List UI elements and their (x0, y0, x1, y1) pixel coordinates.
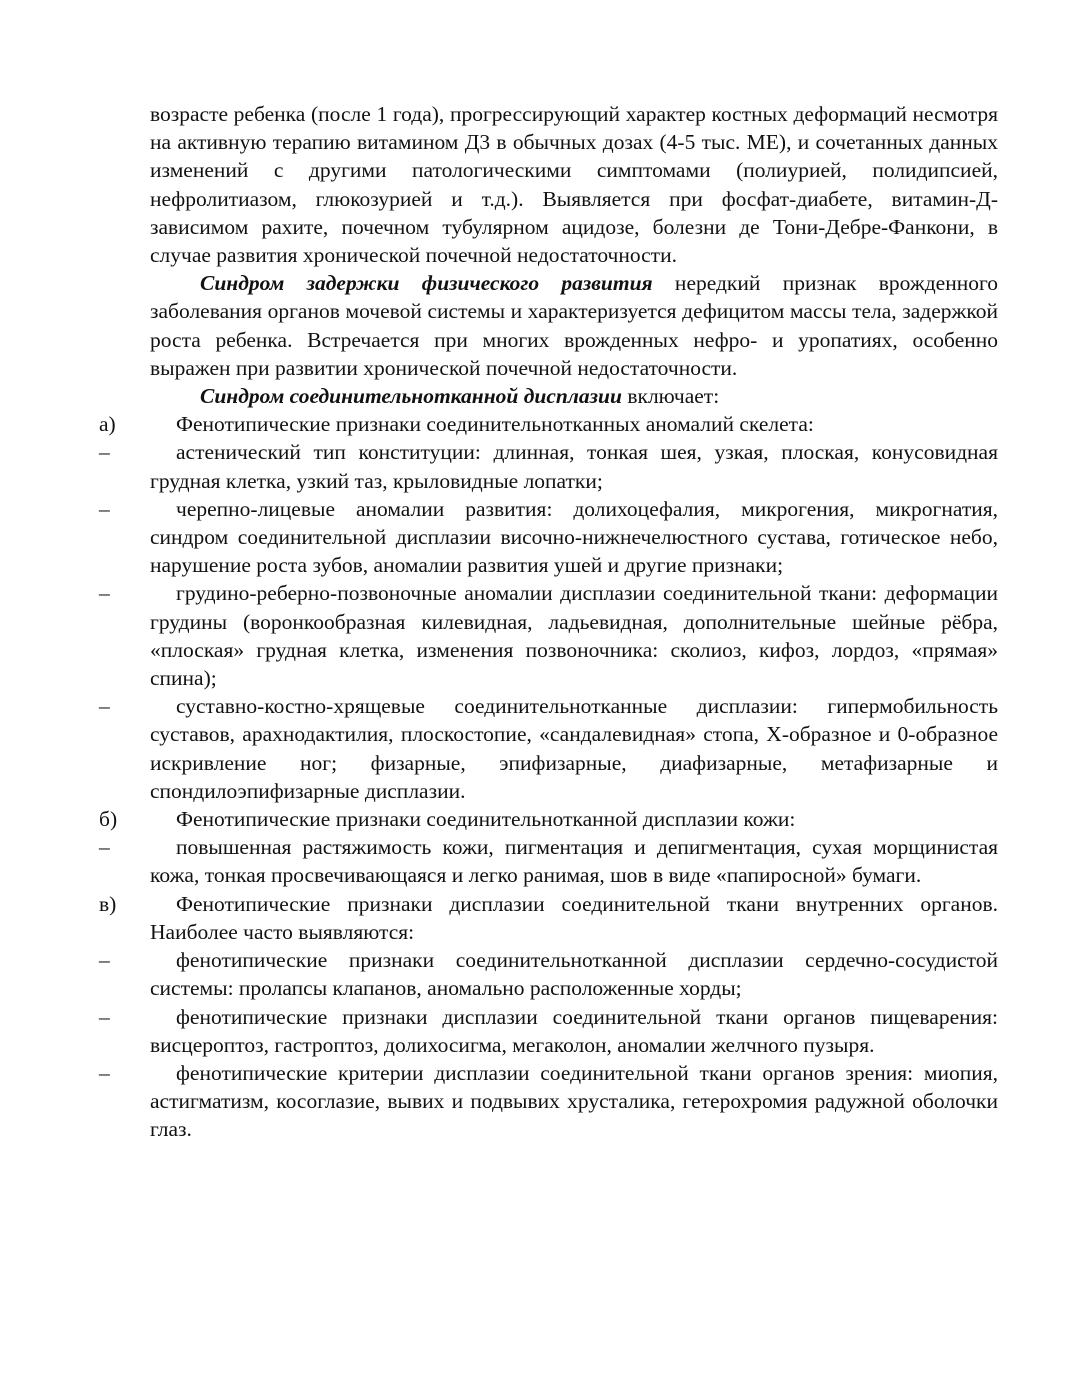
list-item-text: повышенная растяжимость кожи, пигментация и депигментация, сухая морщинистая кожа, тонкая просвечивающаяся и легко ранимая, шов в виде «папиросной» бумаги. (150, 835, 998, 888)
list-item-text: грудино-реберно-позвоночные аномалии дисплазии соединительной ткани: деформации грудины (воронкообразная килевидная, ладьевидная, дополнительные шейные рёбра, «плоская» грудная клетка, изменения позвоночника: сколиоз, кифоз, лордоз, «прямая» спина); (150, 581, 998, 691)
list-item (99, 833, 998, 889)
growth-delay-paragraph (150, 269, 998, 382)
list-item (99, 890, 998, 946)
list-item (99, 495, 998, 580)
list-item (99, 410, 998, 438)
list-item-text: фенотипические признаки соединительнотканной дисплазии сердечно-сосудистой системы: пролапсы клапанов, аномально расположенные хорды; (150, 948, 998, 1001)
list-marker: б) (99, 807, 118, 832)
list-item (99, 1059, 998, 1144)
list-marker: – (99, 1004, 110, 1029)
list-item-text: фенотипические признаки дисплазии соединительной ткани органов пищеварения: висцероптоз, гастроптоз, долихосигма, мегаколон, аномалии желчного пузыря. (150, 1004, 998, 1057)
dysplasia-heading-paragraph (150, 382, 998, 410)
list-item-text: Фенотипические признаки дисплазии соединительной ткани внутренних органов. Наиболее часто выявляются: (150, 891, 998, 944)
list-item (99, 946, 998, 1002)
list-item (99, 692, 998, 805)
list-marker: в) (99, 891, 117, 916)
list-marker: – (99, 1060, 110, 1085)
list-item (99, 805, 998, 833)
list-item (99, 1003, 998, 1059)
list-marker: – (99, 948, 110, 973)
list-item-text: Фенотипические признаки соединительнотканной дисплазии кожи: (176, 807, 796, 832)
list-item-text: астенический тип конституции: длинная, тонкая шея, узкая, плоская, конусовидная грудная клетка, узкий таз, крыловидные лопатки; (150, 440, 998, 493)
text-column (99, 100, 998, 1144)
list-marker: – (99, 581, 110, 606)
list-marker: – (99, 694, 110, 719)
list-item-text: фенотипические критерии дисплазии соединительной ткани органов зрения: миопия, астигматизм, косоглазие, вывих и подвывих хрусталика, гетерохромия радужной оболочки глаз. (150, 1060, 998, 1142)
list-marker: – (99, 835, 110, 860)
list-item-text: суставно-костно-хрящевые соединительнотканные дисплазии: гипермобильность суставов, арахнодактилия, плоскостопие, «сандалевидная» стопа, Х-образное и 0-образное искривление ног; физарные, эпифизарные, диафизарные, метафизарные и спондилоэпифизарные дисплазии. (150, 694, 998, 803)
list-marker: а) (99, 412, 116, 437)
list-marker: – (99, 440, 110, 465)
list-item (99, 438, 998, 494)
list-item-text: Фенотипические признаки соединительнотканных аномалий скелета: (176, 412, 814, 437)
growth-delay-term: Синдром задержки физического развития (200, 271, 653, 296)
dysplasia-term: Синдром соединительнотканной дисплазии (200, 384, 622, 409)
growth-delay-text: нередкий признак врожденного заболевания органов мочевой системы и характеризуется дефицитом массы тела, задержкой роста ребенка. Встречается при многих врожденных нефро- и уропатиях, особенно выражен при развитии хронической почечной недостаточности. (150, 271, 998, 380)
intro-paragraph: возрасте ребенка (после 1 года), прогрессирующий характер костных деформаций несмотря на активную терапию витамином Д3 в обычных дозах (4-5 тыс. МЕ), и сочетанных данных изменений с другими патологическими симптомами (полиурией, полидипсией, нефролитиазом, глюкозурией и т.д.). Выявляется при фосфат-диабете, витамин-Д-зависимом рахите, почечном тубулярном ацидозе, болезни де Тони-Дебре-Фанкони, в случае развития хронической почечной недостаточности. (150, 102, 998, 268)
list-item (99, 579, 998, 692)
list-marker: – (99, 496, 110, 521)
list-item-text: черепно-лицевые аномалии развития: долихоцефалия, микрогения, микрогнатия, синдром соединительной дисплазии височно-нижнечелюстного сустава, готическое небо, нарушение роста зубов, аномалии развития ушей и другие признаки; (150, 496, 998, 578)
dysplasia-text: включает: (621, 384, 720, 409)
